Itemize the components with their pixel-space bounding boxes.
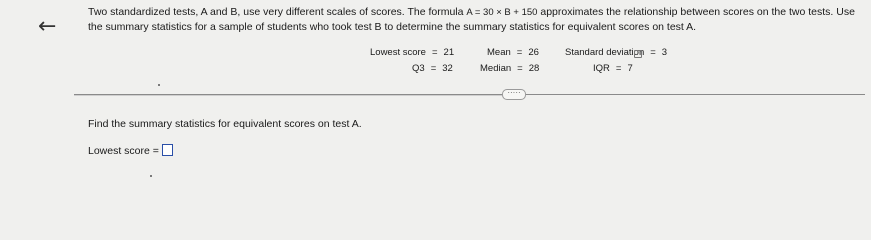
stat-label: IQR [593,63,610,74]
copy-icon[interactable] [634,50,642,58]
stat-value: 3 [661,47,668,58]
more-button[interactable]: ····· [502,89,526,100]
stat-value: 28 [528,63,540,74]
stat-value: 26 [528,47,539,58]
stat-standard-deviation: Standard deviation = 3 [565,47,668,58]
answer-input[interactable] [162,144,173,156]
stat-label: Mean [487,47,511,58]
back-arrow-icon[interactable]: ← [38,14,57,39]
stat-iqr: IQR = 7 [593,63,633,74]
stat-median: Median = 28 [480,63,540,74]
stat-lowest-score: Lowest score = 21 [370,47,455,58]
stat-label: Median [480,63,512,74]
stat-q3: Q3 = 32 [412,63,453,74]
stat-mean: Mean = 26 [487,47,539,58]
prompt-text-2: approximates the relationship between scores on the two tests. Use the summary statistics for a sample of students who took test B to determine the summary statistics for equivalent scores on test A. [88,6,855,33]
stat-value: 7 [627,63,633,74]
answer-label: Lowest score = [88,145,159,157]
stat-label: Standard deviation [565,47,645,58]
section-divider-shadow [74,95,502,96]
stat-label: Lowest score [370,47,426,58]
stat-value: 21 [443,47,455,58]
artifact-dot [158,84,160,86]
stat-value: 32 [442,63,453,74]
stat-label: Q3 [412,63,425,74]
question-text: Find the summary statistics for equivalent scores on test A. [88,118,362,130]
formula: A = 30 × B + 150 [466,7,538,18]
artifact-dot [150,175,152,177]
problem-statement [88,5,868,34]
answer-row [88,144,173,157]
prompt-text-1: Two standardized tests, A and B, use very different scales of scores. The formula [88,6,467,18]
